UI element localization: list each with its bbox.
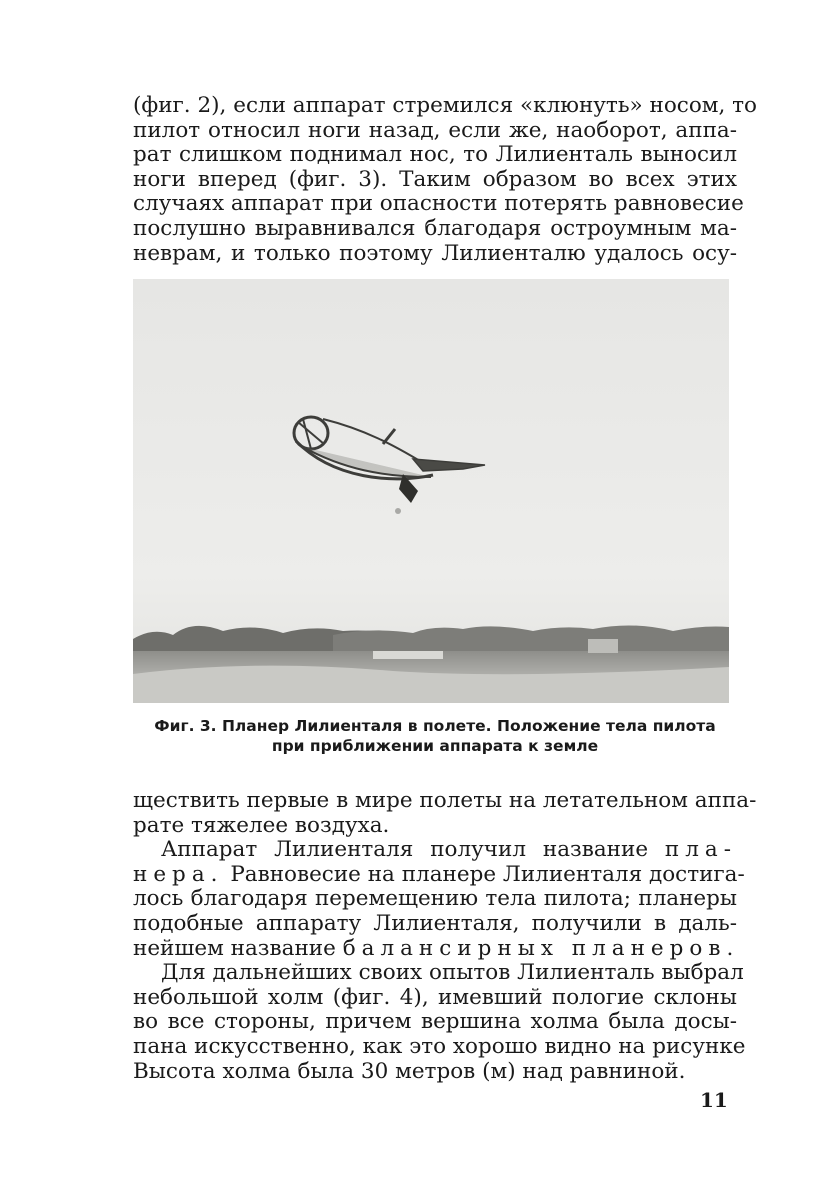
text-line: Для дальнейших своих опытов Лилиенталь выбрал [161, 960, 744, 986]
text-line: пана искусственно, как это хорошо видно на рисунке [133, 1033, 746, 1059]
text-line: во все стороны, причем вершина холма была досы- [133, 1009, 737, 1035]
glider-photo [133, 279, 729, 703]
house-roof [373, 651, 443, 659]
spaced-term: балансирных планеров. [342, 935, 740, 961]
spaced-term: пла- [664, 837, 737, 863]
text-fragment: Равновесие на планере Лилиенталя достига- [230, 861, 745, 887]
text-line [133, 838, 737, 863]
text-line: послушно выравнивался благодаря остроумным ма- [133, 215, 737, 241]
bottom-paragraphs [133, 788, 757, 1084]
caption-line: Фиг. 3. Планер Лилиенталя в полете. Положение тела пилота [154, 717, 716, 735]
text-fragment: Аппарат Лилиенталя получил название [161, 837, 649, 863]
text-line: ноги вперед (фиг. 3). Таким образом во всех этих [133, 166, 737, 192]
text-line: небольшой холм (фиг. 4), имевший пологие склоны [133, 984, 737, 1010]
text-line: (фиг. 2), если аппарат стремился «клюнуть» носом, то [133, 93, 758, 118]
text-line: рат слишком поднимал нос, то Лилиенталь выносил [133, 142, 737, 168]
text-line: ществить первые в мире полеты на летательном аппа- [133, 788, 757, 813]
text-line: пилот относил ноги назад, если же, наоборот, аппа- [133, 117, 737, 143]
text-line: случаях аппарат при опасности потерять равновесие [133, 191, 744, 217]
text-line: Высота холма была 30 метров (м) над равниной. [133, 1058, 686, 1084]
text-line [133, 861, 745, 888]
caption-line: при приближении аппарата к земле [271, 737, 599, 755]
text-line: рате тяжелее воздуха. [133, 812, 390, 838]
text-line: неврам, и только поэтому Лилиенталю удалось осу- [133, 240, 737, 266]
building [588, 639, 618, 653]
text-line [133, 935, 740, 962]
text-line: подобные аппарату Лилиенталя, получили в даль- [133, 910, 737, 936]
text-line: лось благодаря перемещению тела пилота; планеры [133, 886, 737, 912]
figure-caption [120, 716, 750, 756]
speck [395, 508, 401, 514]
spaced-term: нера. [133, 861, 224, 887]
text-fragment: нейшем название [133, 935, 336, 961]
top-paragraph [133, 93, 758, 266]
page-number: 11 [700, 1088, 728, 1112]
